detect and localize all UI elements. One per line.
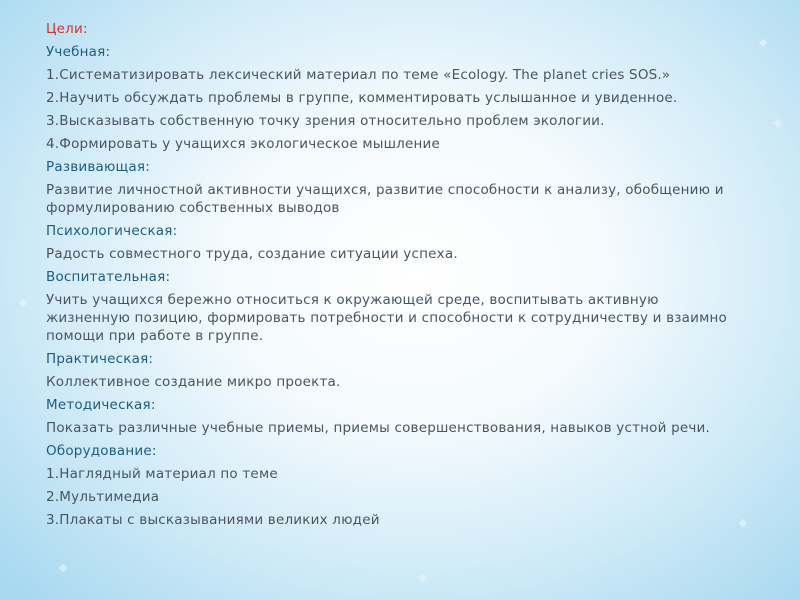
developmental-goal-text: Развитие личностной активности учащихся, развитие способности к анализу, обобщению и формулированию собственных выводов [46,182,724,216]
slide-title: Цели: [46,21,88,37]
section-heading-methodical: Методическая: [46,397,156,413]
methodical-goal-text: Показать различные учебные приемы, приемы совершенствования, навыков устной речи. [46,420,711,436]
educational-goal-3: 3.Высказывать собственную точку зрения относительно проблем экологии. [46,113,605,129]
section-heading-educational: Учебная: [46,44,111,60]
practical-goal-text: Коллективное создание микро проекта. [46,374,341,390]
educational-goal-2: 2.Научить обсуждать проблемы в группе, комментировать услышанное и увиденное. [46,90,678,106]
background-sparkle [59,564,67,572]
equipment-item-1: 1.Наглядный материал по теме [46,466,278,482]
background-sparkle [19,299,27,307]
psychological-goal-text: Радость совместного труда, создание ситуации успеха. [46,246,458,262]
equipment-item-3: 3.Плакаты с высказываниями великих людей [46,512,380,528]
educational-goal-1: 1.Систематизировать лексический материал по теме «Ecology. The planet cries SOS.» [46,67,671,83]
background-sparkle [419,574,427,582]
section-heading-upbringing: Воспитательная: [46,269,171,285]
educational-goal-4: 4.Формировать у учащихся экологическое мышление [46,136,441,152]
background-sparkle [759,39,767,47]
section-heading-practical: Практическая: [46,351,154,367]
slide-text-body [46,20,746,534]
section-heading-developmental: Развивающая: [46,159,150,175]
section-heading-equipment: Оборудование: [46,443,157,459]
background-sparkle [774,119,782,127]
upbringing-goal-text: Учить учащихся бережно относиться к окружающей среде, воспитывать активную жизненную позицию, формировать потребности и способности к сотрудничеству и взаимно помощи при работе в группе. [46,292,728,344]
section-heading-psychological: Психологическая: [46,223,178,239]
equipment-item-2: 2.Мультимедиа [46,489,160,505]
